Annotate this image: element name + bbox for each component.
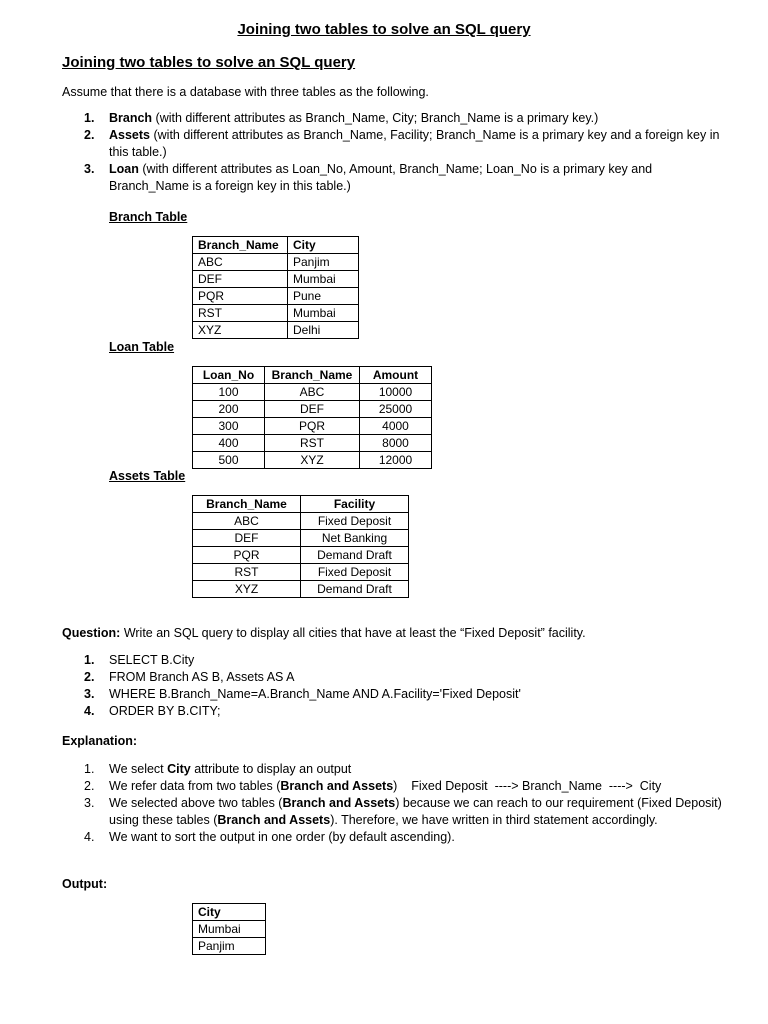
table-name: Loan [109,162,139,176]
table-cell: Demand Draft [301,547,409,564]
attributes-list [62,110,722,195]
table-cell: XYZ [193,581,301,598]
table-header-row [193,237,359,254]
list-number: 4. [84,704,95,718]
table-cell: Mumbai [288,271,359,288]
list-number: 3. [84,162,95,176]
branch-table [192,236,359,339]
explanation-list [62,761,722,846]
table-cell: RST [193,564,301,581]
table-cell: 10000 [360,384,432,401]
explanation-heading: Explanation: [62,734,138,748]
header-cell: Facility [301,496,409,513]
list-item [62,110,722,127]
loan-table [192,366,432,469]
list-item [62,127,722,161]
sql-line: ORDER BY B.CITY; [109,704,221,718]
table-row [193,254,359,271]
table-cell: PQR [193,547,301,564]
table-row [193,564,409,581]
output-heading: Output: [62,877,108,891]
list-number: 2. [84,128,95,142]
table-row [193,530,409,547]
branch-table-label: Branch Table [109,210,188,224]
list-item [62,761,722,778]
table-cell: 8000 [360,435,432,452]
list-number: 2. [84,670,95,684]
intro-paragraph: Assume that there is a database with three tables as the following. [62,85,429,99]
sql-line: SELECT B.City [109,653,195,667]
table-cell: Net Banking [301,530,409,547]
table-row [193,384,432,401]
table-row [193,305,359,322]
table-cell: Mumbai [193,921,266,938]
header-cell: Amount [360,367,432,384]
text-segment: Branch and Assets [282,796,396,810]
list-number: 2. [84,779,95,793]
list-number: 3. [84,796,95,810]
table-cell: Demand Draft [301,581,409,598]
header-cell: Branch_Name [193,496,301,513]
sql-query-list [62,652,722,720]
table-cell: ABC [193,513,301,530]
list-number: 1. [84,762,95,776]
section-heading: Joining two tables to solve an SQL query [62,54,356,71]
table-row [193,418,432,435]
header-cell: Branch_Name [193,237,288,254]
table-cell: RST [265,435,360,452]
question-paragraph [62,625,586,642]
text-segment: Branch and Assets [280,779,394,793]
sql-line: WHERE B.Branch_Name=A.Branch_Name AND A.Facility='Fixed Deposit' [109,687,521,701]
table-row [193,271,359,288]
text-segment: We select [109,762,168,776]
table-cell: PQR [265,418,360,435]
header-cell: Branch_Name [265,367,360,384]
header-cell: City [193,904,266,921]
table-cell: 100 [193,384,265,401]
table-name: Assets [109,128,150,142]
table-cell: XYZ [193,322,288,339]
table-description: (with different attributes as Branch_Name, City; Branch_Name is a primary key.) [152,111,599,125]
list-number: 3. [84,687,95,701]
table-row [193,452,432,469]
table-header-row [193,367,432,384]
table-row [193,435,432,452]
table-cell: Panjim [288,254,359,271]
table-cell: XYZ [265,452,360,469]
text-segment: We selected above two tables ( [109,796,283,810]
table-cell: ABC [193,254,288,271]
table-row [193,322,359,339]
text-segment: We refer data from two tables ( [109,779,281,793]
table-row [193,513,409,530]
table-row [193,288,359,305]
table-cell: Fixed Deposit [301,564,409,581]
text-segment: attribute to display an output [190,762,352,776]
question-text: Write an SQL query to display all cities that have at least the “Fixed Deposit” facility. [120,626,586,640]
list-item [62,686,722,703]
assets-table-label: Assets Table [109,469,186,483]
table-cell: ABC [265,384,360,401]
list-item [62,161,722,195]
table-cell: DEF [193,271,288,288]
text-segment: ) because we can reach to our requirement (Fixed Deposit) using these tables ( [109,796,722,827]
page-title: Joining two tables to solve an SQL query [237,21,531,38]
list-number: 1. [84,111,95,125]
table-cell: 500 [193,452,265,469]
table-cell: 12000 [360,452,432,469]
header-cell: City [288,237,359,254]
table-row [193,938,266,955]
list-item [62,703,722,720]
output-table [192,903,266,955]
table-header-row [193,904,266,921]
text-segment: ) Fixed Deposit ----> [393,779,523,793]
table-cell: Delhi [288,322,359,339]
table-description: (with different attributes as Loan_No, Amount, Branch_Name; Loan_No is a primary key and Branch_Name is a foreign key in this table.) [109,162,653,193]
text-segment: ). Therefore, we have written in third statement accordingly. [330,813,658,827]
text-segment: Branch_Name [522,779,602,793]
text-segment: ----> City [601,779,662,793]
table-cell: 200 [193,401,265,418]
table-row [193,921,266,938]
list-item [62,795,722,829]
table-description: (with different attributes as Branch_Name, Facility; Branch_Name is a primary key and a foreign key in this table.) [109,128,720,159]
list-item [62,778,722,795]
text-segment: Branch and Assets [217,813,331,827]
table-row [193,401,432,418]
table-cell: DEF [265,401,360,418]
table-cell: 4000 [360,418,432,435]
table-cell: 25000 [360,401,432,418]
table-row [193,581,409,598]
text-segment: City [167,762,191,776]
loan-table-label: Loan Table [109,340,175,354]
table-cell: Panjim [193,938,266,955]
table-cell: Mumbai [288,305,359,322]
table-name: Branch [109,111,153,125]
table-cell: RST [193,305,288,322]
list-item [62,669,722,686]
table-cell: 300 [193,418,265,435]
list-number: 4. [84,830,95,844]
table-cell: Fixed Deposit [301,513,409,530]
list-item [62,829,722,846]
assets-table [192,495,409,598]
table-header-row [193,496,409,513]
header-cell: Loan_No [193,367,265,384]
table-cell: PQR [193,288,288,305]
text-segment: We want to sort the output in one order (by default ascending). [109,830,455,844]
list-number: 1. [84,653,95,667]
question-label: Question: [62,626,121,640]
table-cell: 400 [193,435,265,452]
table-cell: Pune [288,288,359,305]
list-item [62,652,722,669]
table-cell: DEF [193,530,301,547]
table-row [193,547,409,564]
sql-line: FROM Branch AS B, Assets AS A [109,670,295,684]
